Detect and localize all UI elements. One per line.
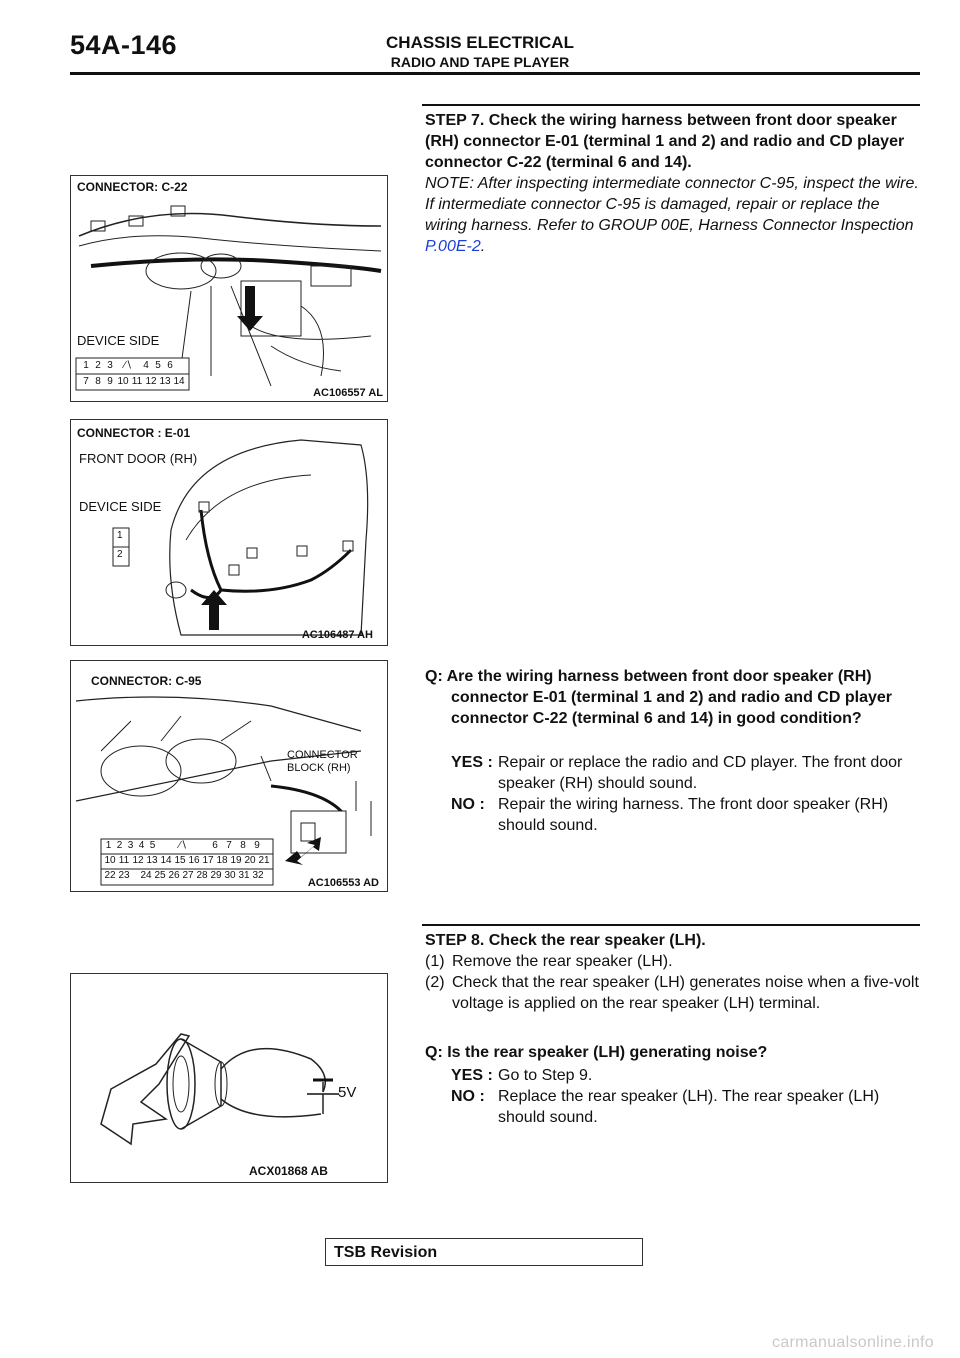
step8-answers <box>451 1065 919 1128</box>
fig4-code: ACX01868 AB <box>249 1164 328 1178</box>
fig1-side: DEVICE SIDE <box>77 333 160 348</box>
step7-rule <box>422 104 920 106</box>
fig2-title: CONNECTOR : E-01 <box>77 426 191 440</box>
fig3-pins-row1: 1 2 3 4 5 ⁄∖ 6 7 8 9 <box>105 840 260 851</box>
step8-item1: (1) Remove the rear speaker (LH). <box>425 953 673 970</box>
fig1-code: AC106557 AL <box>313 387 383 399</box>
group-00e-link[interactable]: P.00E-2 <box>425 238 481 255</box>
figure-connector-e01 <box>70 419 388 646</box>
step7-no-text: Repair the wiring harness. The front door speaker (RH) should sound. <box>498 796 889 834</box>
step7-question: Q: Are the wiring harness between front door speaker (RH) connector E-01 (terminal 1 and 2) and radio and CD player connector C-22 (terminal 6 and 14) in good condition? <box>425 668 892 727</box>
step7-answers <box>451 752 919 836</box>
fig3-pins-row3: 22 23 24 25 26 27 28 29 30 31 32 <box>104 870 264 881</box>
step8-yes-label: YES : <box>451 1067 493 1084</box>
step7-yes-row <box>451 752 919 794</box>
figure-connector-c22 <box>70 175 388 402</box>
fig2-pin-2: 2 <box>117 549 123 560</box>
fig1-title: CONNECTOR: C-22 <box>77 180 188 194</box>
step8-item2: (2) Check that the rear speaker (LH) generates noise when a five-volt voltage is applied on the rear speaker (LH) terminal. <box>425 974 919 1012</box>
step8-no-label: NO : <box>451 1088 485 1105</box>
fig2-code: AC106487 AH <box>301 629 373 641</box>
step8-question: Q: Is the rear speaker (LH) generating noise? <box>425 1044 768 1061</box>
watermark: carmanualsonline.info <box>772 1334 934 1351</box>
step8-title: STEP 8. Check the rear speaker (LH). <box>425 932 706 949</box>
fig1-pins-bottom: 7 8 9 10 11 12 13 14 <box>83 376 185 387</box>
step8-no-row <box>451 1086 919 1128</box>
fig4-voltage: 5V <box>338 1084 357 1101</box>
figure-rear-speaker <box>70 973 388 1183</box>
step8-yes-row <box>451 1065 919 1086</box>
fig2-pin-1: 1 <box>117 530 123 541</box>
tsb-revision-box: TSB Revision <box>325 1238 643 1266</box>
step7-no-label: NO : <box>451 796 485 813</box>
step7-yes-text: Repair or replace the radio and CD player. The front door speaker (RH) should sound. <box>498 754 903 792</box>
fig2-location: FRONT DOOR (RH) <box>79 451 198 466</box>
fig3-title: CONNECTOR: C-95 <box>91 674 202 688</box>
step7-note-text: NOTE: After inspecting intermediate connector C-95, inspect the wire. If intermediate connector C-95 is damaged, repair or replace the wiring harness. Refer to GROUP 00E, Harness Connector Inspection <box>425 175 919 234</box>
step7-no-row <box>451 794 919 836</box>
speaker-test-illustration <box>71 974 387 1182</box>
step7-note-end: . <box>480 238 486 255</box>
fig3-code: AC106553 AD <box>307 877 379 889</box>
fig1-pins-top: 1 2 3 ⁄∖ 4 5 6 <box>83 360 173 371</box>
step7-title: STEP 7. Check the wiring harness between front door speaker (RH) connector E-01 (terminal 1 and 2) and radio and CD player connector C-22 (terminal 6 and 14). <box>425 112 905 171</box>
section-title: CHASSIS ELECTRICAL <box>386 33 574 52</box>
step7-yes-label: YES : <box>451 754 493 771</box>
header-rule <box>70 72 920 75</box>
step7-note <box>425 173 920 257</box>
step8-no-text: Replace the rear speaker (LH). The rear speaker (LH) should sound. <box>498 1088 880 1126</box>
subsection-title: RADIO AND TAPE PLAYER <box>390 54 570 70</box>
page-number: 54A-146 <box>70 30 178 60</box>
step8-yes-text: Go to Step 9. <box>498 1067 593 1084</box>
fig2-side: DEVICE SIDE <box>79 499 162 514</box>
fig3-pins-row2: 10 11 12 13 14 15 16 17 18 19 20 21 <box>104 855 270 866</box>
fig3-block-label: CONNECTOR BLOCK (RH) <box>287 749 358 774</box>
figure-connector-c95 <box>70 660 388 892</box>
step8-rule <box>422 924 920 926</box>
